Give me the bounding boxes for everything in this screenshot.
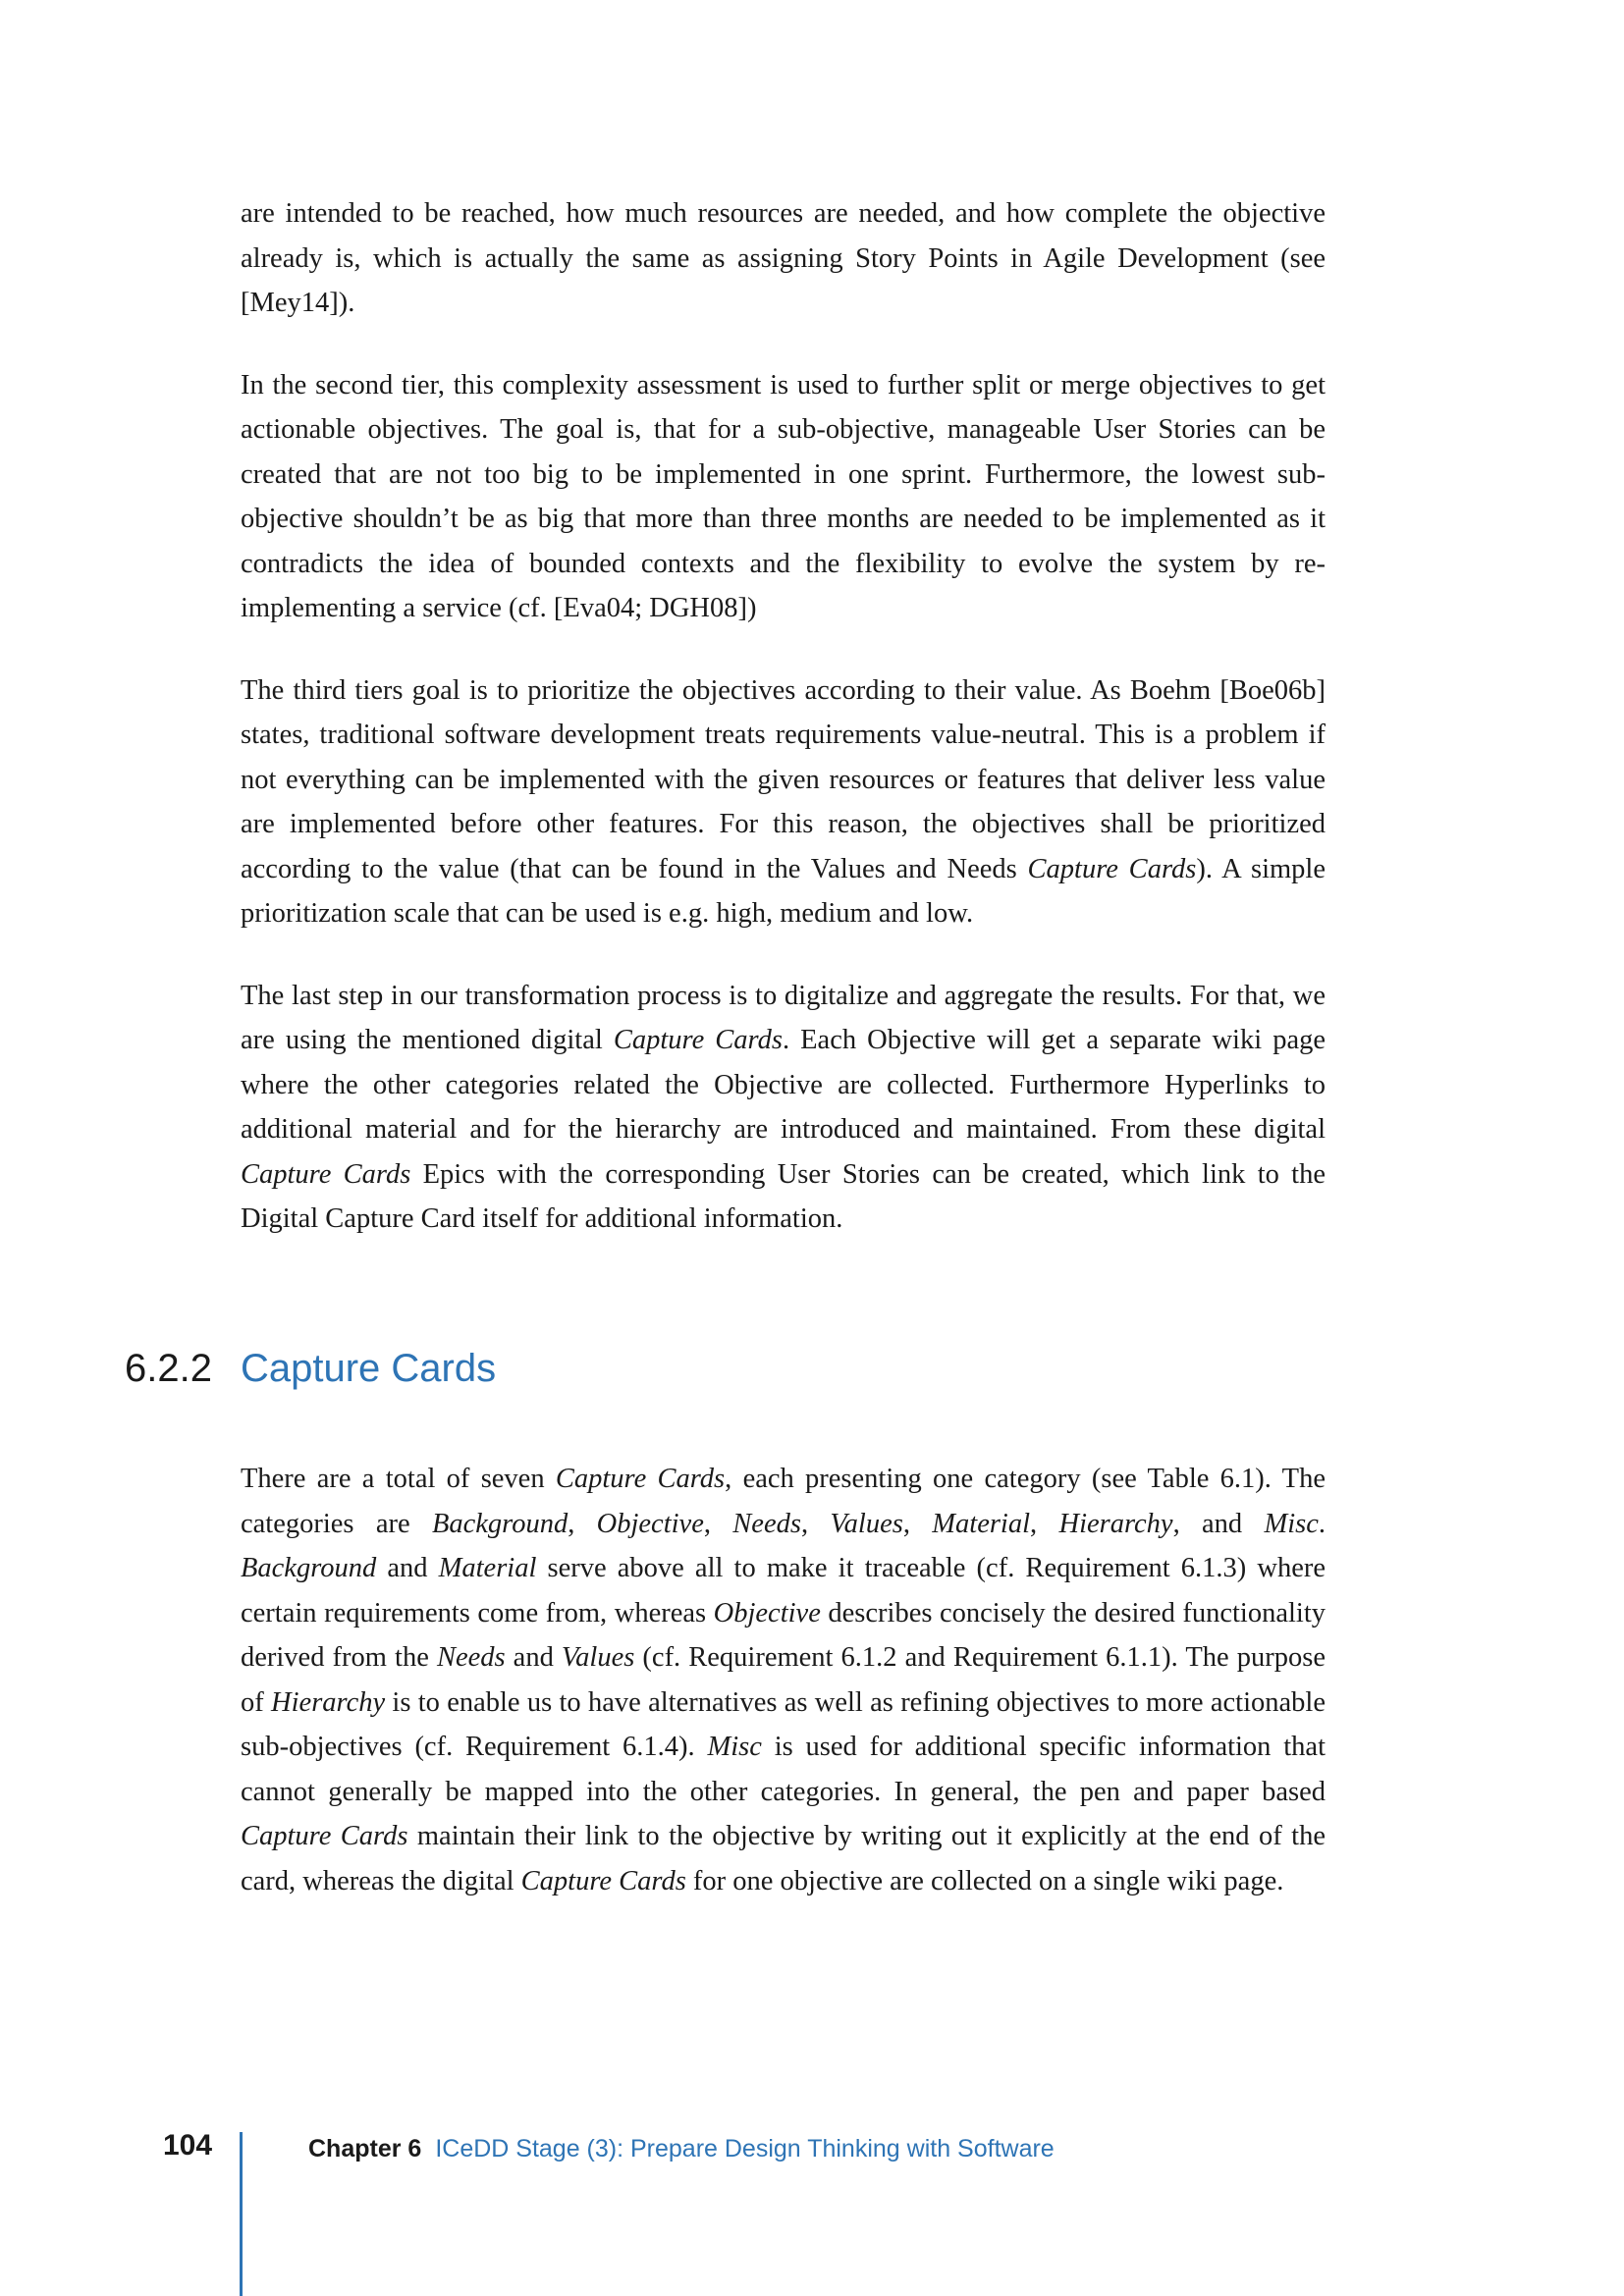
text-run: The third tiers goal is to prioritize the objectives according to their value. As Boehm [Boe06b] states, traditional software development treats requirements value-neutral. This is a problem if not everything can be implemented with the given resources or features that deliver less value are implemented before other features. For this reason, the objectives shall be prioritized according to the value (that can be found in the Values and Needs [241, 674, 1326, 884]
footer-divider [240, 2132, 243, 2296]
text-run: maintain their link to the objective by writing out it explicitly at the end of the card, whereas the digital [241, 1821, 1326, 1896]
text-run: The last step in our transformation process is to digitalize and aggregate the results. For that, we are using the mentioned digital [241, 980, 1326, 1055]
paragraph-second-tier: In the second tier, this complexity assessment is used to further split or merge objectives to get actionable objectives. The goal is, that for a sub-objective, manageable User Stories can be created that are not too big to be implemented in one sprint. Furthermore, the lowest sub-objective shouldn’t be as big that more than three months are needed to be implemented as it contradicts the idea of bounded contexts and the flexibility to evolve the system by re-implementing a service (cf. [Eva04; DGH08]) [241, 369, 1326, 623]
section-title: Capture Cards [241, 1347, 497, 1390]
italic-term: Background [241, 1553, 377, 1583]
text-run: ). A simple prioritization scale that can be used is e.g. high, medium and low. [241, 853, 1326, 929]
italic-term: Values [830, 1508, 903, 1539]
section-heading [125, 1345, 496, 1392]
text-run: is to enable us to have alternatives as well as refining objectives to more actionable sub-objectives (cf. Requirement 6.1.4). [241, 1686, 1326, 1762]
paragraph-complexity-assessment: are intended to be reached, how much resources are needed, and how complete the objective already is, which is actually the same as assigning Story Points in Agile Development (see [Mey14]). [241, 198, 1326, 318]
text-run: , [1030, 1508, 1059, 1539]
italic-term: Capture Cards [241, 1821, 408, 1851]
text-run: is used for additional specific information that cannot generally be mapped into the other categories. In general, the pen and paper based [241, 1732, 1326, 1807]
text-run: serve above all to make it traceable (cf. Requirement 6.1.3) where certain requirements come from, whereas [241, 1553, 1326, 1629]
text-run: and [376, 1553, 439, 1583]
italic-term: Material [932, 1508, 1031, 1539]
italic-term: Needs [732, 1508, 801, 1539]
italic-term: Capture Cards [555, 1464, 726, 1494]
text-run: , and [1172, 1508, 1265, 1539]
chapter-label: Chapter 6 [308, 2135, 422, 2163]
italic-term: Capture Cards [241, 1158, 411, 1190]
italic-term: Misc [1264, 1508, 1319, 1539]
text-run: , [568, 1508, 597, 1539]
text-run: , [703, 1508, 733, 1539]
paragraph-capture-cards [241, 1457, 1326, 1903]
text-run: , each presenting one category (see Table 6.1). The categories are [241, 1464, 1326, 1539]
text-run: for one objective are collected on a single wiki page. [685, 1865, 1284, 1896]
italic-term: Objective [596, 1508, 704, 1539]
italic-term: Capture Cards [520, 1865, 686, 1896]
italic-term: Hierarchy [1058, 1508, 1173, 1539]
italic-term: Material [438, 1553, 537, 1583]
running-footer [308, 2133, 1055, 2164]
italic-term: Capture Cards [613, 1025, 783, 1055]
text-run: describes concisely the desired functionality derived from the [241, 1597, 1326, 1673]
italic-term: Objective [713, 1597, 821, 1629]
page-number: 104 [163, 2129, 213, 2162]
text-run: Epics with the corresponding User Stories can be created, which link to the Digital Capture Card itself for additional information. [241, 1158, 1326, 1234]
section-number: 6.2.2 [125, 1347, 212, 1390]
text-run: , [800, 1508, 831, 1539]
italic-term: Capture Cards [1027, 853, 1197, 884]
paragraph-third-tier [241, 668, 1326, 936]
italic-term: Values [561, 1642, 635, 1673]
text-run: , [902, 1508, 933, 1539]
italic-term: Background [431, 1508, 568, 1539]
italic-term: Hierarchy [271, 1686, 386, 1718]
section-body [241, 1457, 1326, 1941]
italic-term: Misc [707, 1732, 762, 1762]
italic-term: Needs [436, 1642, 506, 1673]
chapter-title: ICeDD Stage (3): Prepare Design Thinking with Software [435, 2135, 1055, 2163]
text-run: (cf. Requirement 6.1.2 and Requirement 6.1.1). The purpose of [241, 1642, 1326, 1718]
paragraph-last-step [241, 974, 1326, 1242]
text-run: . Each Objective will get a separate wiki page where the other categories related the Objective are collected. Furthermore Hyperlinks to additional material and for the hierarchy are introduced and maintained. From these digital [241, 1025, 1326, 1145]
body-text [241, 191, 1326, 1279]
text-run: and [505, 1642, 562, 1673]
text-run: There are a total of seven [241, 1464, 556, 1494]
text-run: . [1318, 1508, 1326, 1539]
